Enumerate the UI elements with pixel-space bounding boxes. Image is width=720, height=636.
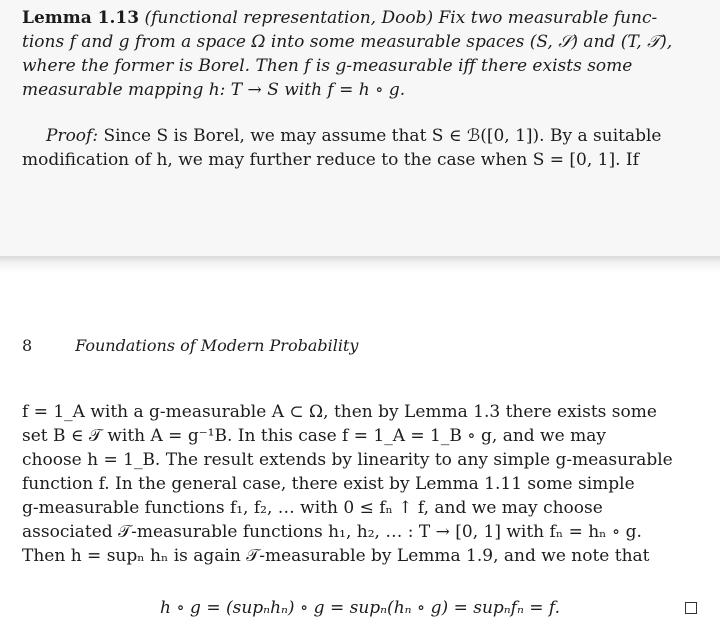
page-number: 8 <box>22 336 33 355</box>
lemma-line: tions f and g from a space Ω into some measurable spaces (S, 𝒮) and (T, 𝒯), <box>22 32 673 52</box>
page-break <box>0 256 720 272</box>
proof-line: set B ∈ 𝒯 with A = g⁻¹B. In this case f = 1_A = 1_B ∘ g, and we may <box>22 426 606 446</box>
display-equation: h ∘ g = (supₙhₙ) ∘ g = supₙ(hₙ ∘ g) = supₙfₙ = f. <box>159 598 561 618</box>
proof-line: modification of h, we may further reduce to the case when S = [0, 1]. If <box>22 150 639 170</box>
proof-line: Then h = supₙ hₙ is again 𝒯-measurable by Lemma 1.9, and we note that <box>22 546 650 566</box>
lemma-line: Fix two measurable func- <box>438 8 658 28</box>
lemma-statement <box>22 6 700 102</box>
proof-line: function f. In the general case, there exist by Lemma 1.11 some simple <box>22 474 635 494</box>
proof-paragraph <box>22 124 700 172</box>
lemma-label: Lemma 1.13 <box>22 8 140 28</box>
proof-line: associated 𝒯-measurable functions h₁, h₂, … : T → [0, 1] with fₙ = hₙ ∘ g. <box>22 522 642 542</box>
running-head <box>22 336 358 356</box>
qed-square-icon <box>685 602 697 614</box>
proof-label: Proof: <box>46 126 99 146</box>
proof-line: choose h = 1_B. The result extends by linearity to any simple g-measurable <box>22 450 673 470</box>
proof-line: g-measurable functions f₁, f₂, … with 0 ≤ fₙ ↑ f, and we may choose <box>22 498 603 518</box>
lemma-line: measurable mapping h: T → S with f = h ∘ g. <box>22 80 406 100</box>
lemma-line: where the former is Borel. Then f is g-measurable iff there exists some <box>22 56 633 76</box>
proof-line: f = 1_A with a g-measurable A ⊂ Ω, then by Lemma 1.3 there exists some <box>22 402 657 422</box>
book-title: Foundations of Modern Probability <box>75 336 359 355</box>
proof-continued <box>22 400 700 568</box>
lemma-attribution: (functional representation, Doob) <box>144 8 434 28</box>
proof-line: Since S is Borel, we may assume that S ∈ ℬ([0, 1]). By a suitable <box>103 126 662 146</box>
